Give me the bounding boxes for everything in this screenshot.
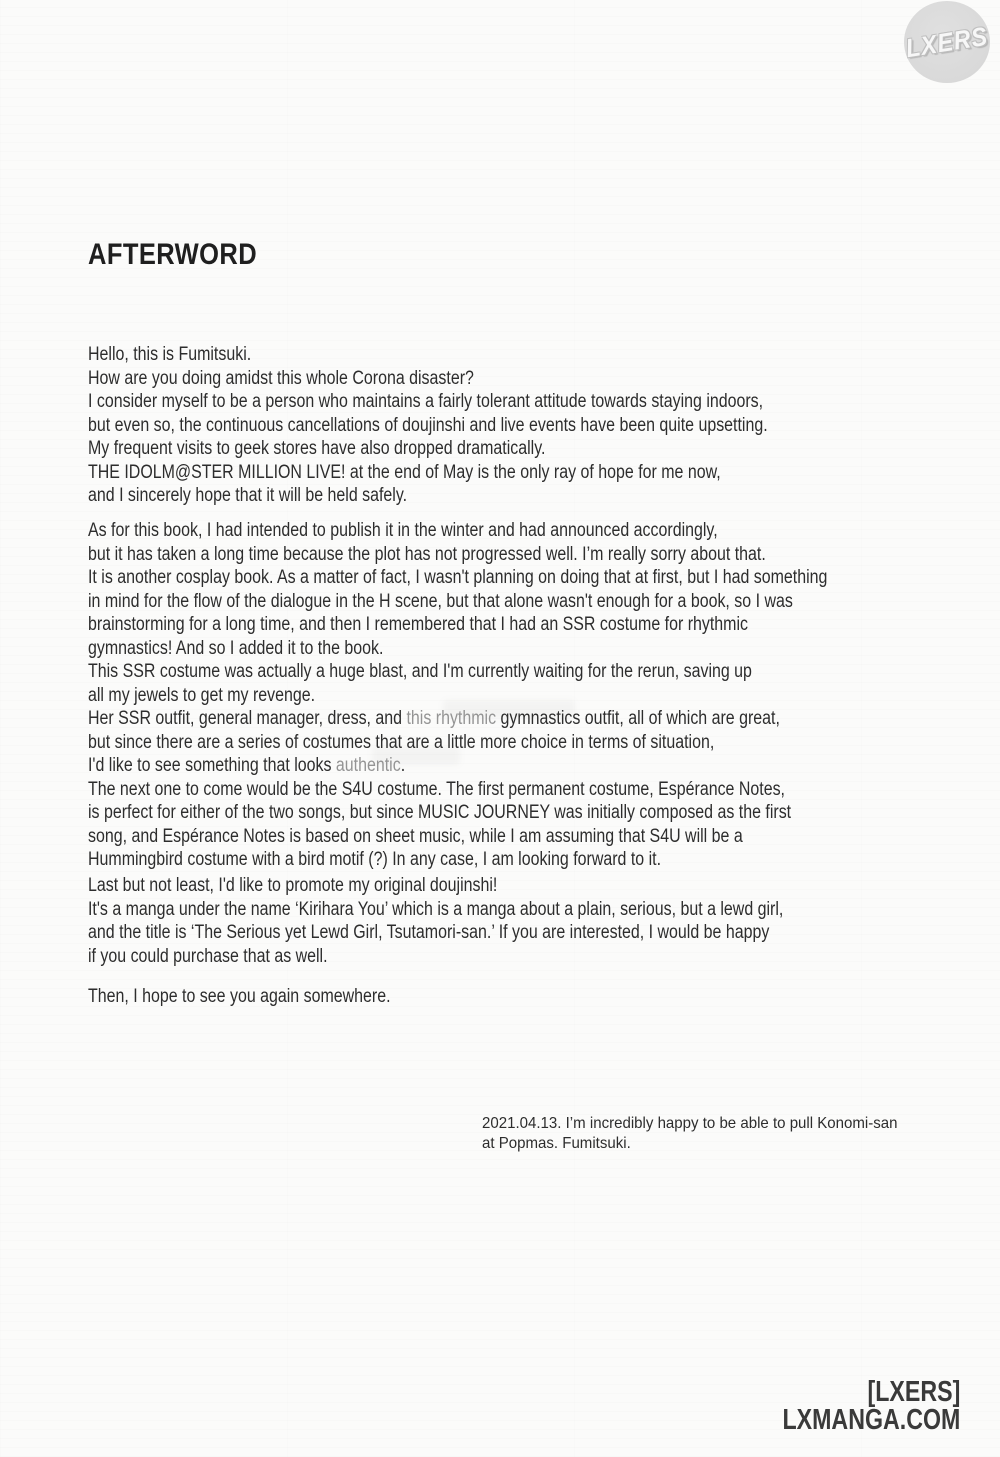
text-line: As for this book, I had intended to publish it in the winter and had announced accordingly,: [88, 520, 718, 541]
text-segment: Her SSR outfit, general manager, dress, and: [88, 708, 407, 729]
text-line: It is another cosplay book. As a matter of fact, I wasn't planning on doing that at first, but I had something: [88, 567, 828, 588]
text-line: and I sincerely hope that it will be held safely.: [88, 485, 408, 506]
text-line: [88, 707, 827, 731]
text-line: It's a manga under the name ‘Kirihara You’ which is a manga about a plain, serious, but a lewd girl,: [88, 898, 784, 920]
text-line: Last but not least, I'd like to promote my original doujinshi!: [88, 875, 498, 896]
text-line: but since there are a series of costumes that are a little more choice in terms of situation,: [88, 731, 715, 753]
afterword-paragraph-3: [88, 874, 783, 968]
text-line: gymnastics! And so I added it to the book.: [88, 637, 384, 659]
text-line: THE IDOLM@STER MILLION LIVE! at the end of May is the only ray of hope for me now,: [88, 461, 721, 483]
site-watermark-group: [LXERS]: [867, 1376, 960, 1408]
text-line: song, and Espérance Notes is based on sheet music, while I am assuming that S4U will be a: [88, 825, 743, 847]
text-line: [88, 754, 827, 778]
text-line: This SSR costume was actually a huge blast, and I'm currently waiting for the rerun, saving up: [88, 661, 752, 682]
credit-line: 2021.04.13. I’m incredibly happy to be able to pull Konomi-san: [482, 1115, 898, 1132]
credit-line: at Popmas. Fumitsuki.: [482, 1135, 631, 1152]
afterword-paragraph-1: [88, 343, 768, 508]
scanlation-logo-badge: [904, 1, 990, 83]
page-title: AFTERWORD: [88, 238, 258, 271]
text-line: but even so, the continuous cancellations of doujinshi and live events have been quite upsetting.: [88, 414, 768, 436]
text-line: is perfect for either of the two songs, but since MUSIC JOURNEY was initially composed as the first: [88, 802, 792, 823]
afterword-paragraph-4: [88, 985, 391, 1009]
text-segment: gymnastics outfit, all of which are great,: [496, 708, 780, 729]
text-segment: I'd like to see something that looks: [88, 755, 336, 776]
text-line: but it has taken a long time because the plot has not progressed well. I’m really sorry about that.: [88, 543, 766, 565]
site-watermark-url: LXMANGA.COM: [782, 1404, 960, 1436]
text-line: all my jewels to get my revenge.: [88, 684, 316, 706]
text-segment: .: [400, 755, 406, 776]
text-line: in mind for the flow of the dialogue in the H scene, but that alone wasn't enough for a book, so I was: [88, 590, 793, 612]
text-line: if you could purchase that as well.: [88, 945, 328, 967]
text-line: Then, I hope to see you again somewhere.: [88, 986, 391, 1007]
text-line: brainstorming for a long time, and then I remembered that I had an SSR costume for rhythmic: [88, 614, 749, 635]
text-line: My frequent visits to geek stores have also dropped dramatically.: [88, 438, 546, 459]
faded-text-segment: this rhythmic: [406, 708, 497, 729]
text-line: The next one to come would be the S4U costume. The first permanent costume, Espérance Notes,: [88, 778, 785, 800]
text-line: Hummingbird costume with a bird motif (?) In any case, I am looking forward to it.: [88, 849, 662, 870]
site-watermark: [782, 1378, 960, 1434]
text-line: Hello, this is Fumitsuki.: [88, 344, 252, 365]
scanlation-logo-text: LXERS: [903, 20, 991, 63]
text-line: and the title is ‘The Serious yet Lewd Girl, Tsutamori-san.’ If you are interested, I would be happy: [88, 922, 770, 943]
text-line: I consider myself to be a person who maintains a fairly tolerant attitude towards staying indoors,: [88, 391, 764, 412]
text-line: How are you doing amidst this whole Corona disaster?: [88, 367, 474, 389]
credit-note: [482, 1114, 898, 1154]
afterword-paragraph-2: [88, 519, 827, 872]
faded-text-segment: authentic: [335, 755, 401, 776]
